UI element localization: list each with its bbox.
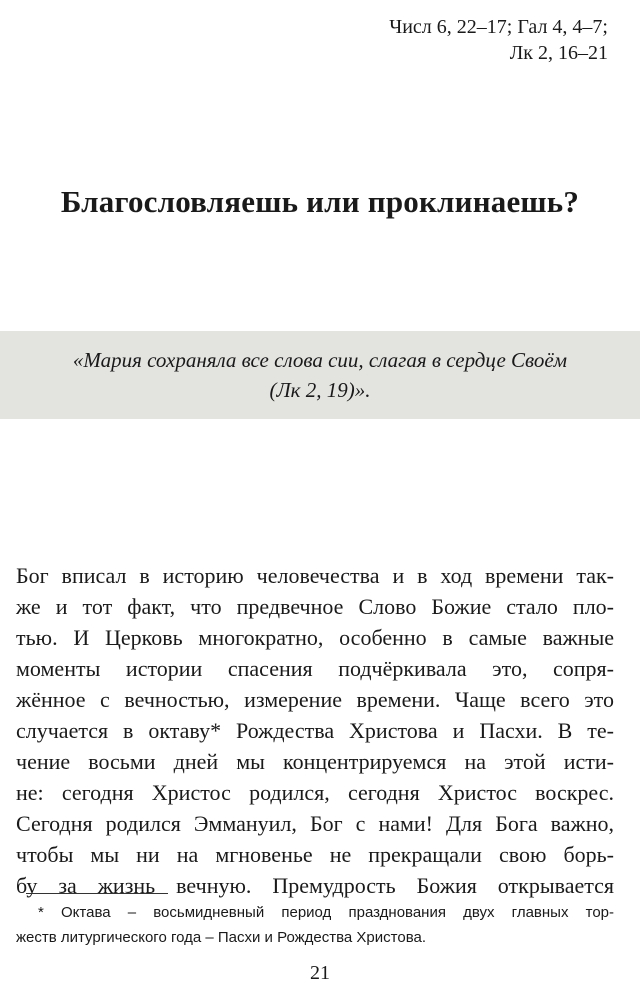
epigraph-block xyxy=(0,331,640,419)
body-line: Бог вписал в историю человечества и в ход времени так- xyxy=(16,563,614,588)
chapter-title: Благословляешь или проклинаешь? xyxy=(60,184,580,219)
epigraph-line: «Мария сохраняла все слова сии, слагая в сердце Своём xyxy=(72,348,568,372)
body-line: случается в октаву* Рождества Христова и Пасхи. В те- xyxy=(16,718,614,743)
epigraph-line: (Лк 2, 19)». xyxy=(269,378,371,402)
footnote xyxy=(16,900,614,950)
body-line: тью. И Церковь многократно, особенно в самые важные xyxy=(16,625,614,650)
body-paragraph xyxy=(16,560,614,901)
footnote-divider xyxy=(26,893,168,894)
page-number: 21 xyxy=(310,962,330,984)
body-line: не: сегодня Христос родился, сегодня Христос воскрес. xyxy=(16,780,614,805)
footnote-line: * Октава – восьмидневный период празднования двух главных тор- xyxy=(38,904,614,921)
body-line: же и тот факт, что предвечное Слово Божие стало пло- xyxy=(16,594,614,619)
body-line: чение восьми дней мы концентрируемся на этой исти- xyxy=(16,749,614,774)
body-line: Сегодня родился Эммануил, Бог с нами! Для Бога важно, xyxy=(16,811,614,836)
scripture-references xyxy=(389,14,608,66)
body-line: чтобы мы ни на мгновенье не прекращали свою борь- xyxy=(16,842,614,867)
footnote-line: жеств литургического года – Пасхи и Рождества Христова. xyxy=(16,929,427,946)
body-line: бу за жизнь вечную. Премудрость Божия открывается xyxy=(16,873,614,898)
body-line: жённое с вечностью, измерение времени. Чаще всего это xyxy=(16,687,614,712)
reference-line: Лк 2, 16–21 xyxy=(509,42,608,64)
body-line: моменты истории спасения подчёркивала это, сопря- xyxy=(16,656,614,681)
reference-line: Числ 6, 22–17; Гал 4, 4–7; xyxy=(389,16,608,38)
